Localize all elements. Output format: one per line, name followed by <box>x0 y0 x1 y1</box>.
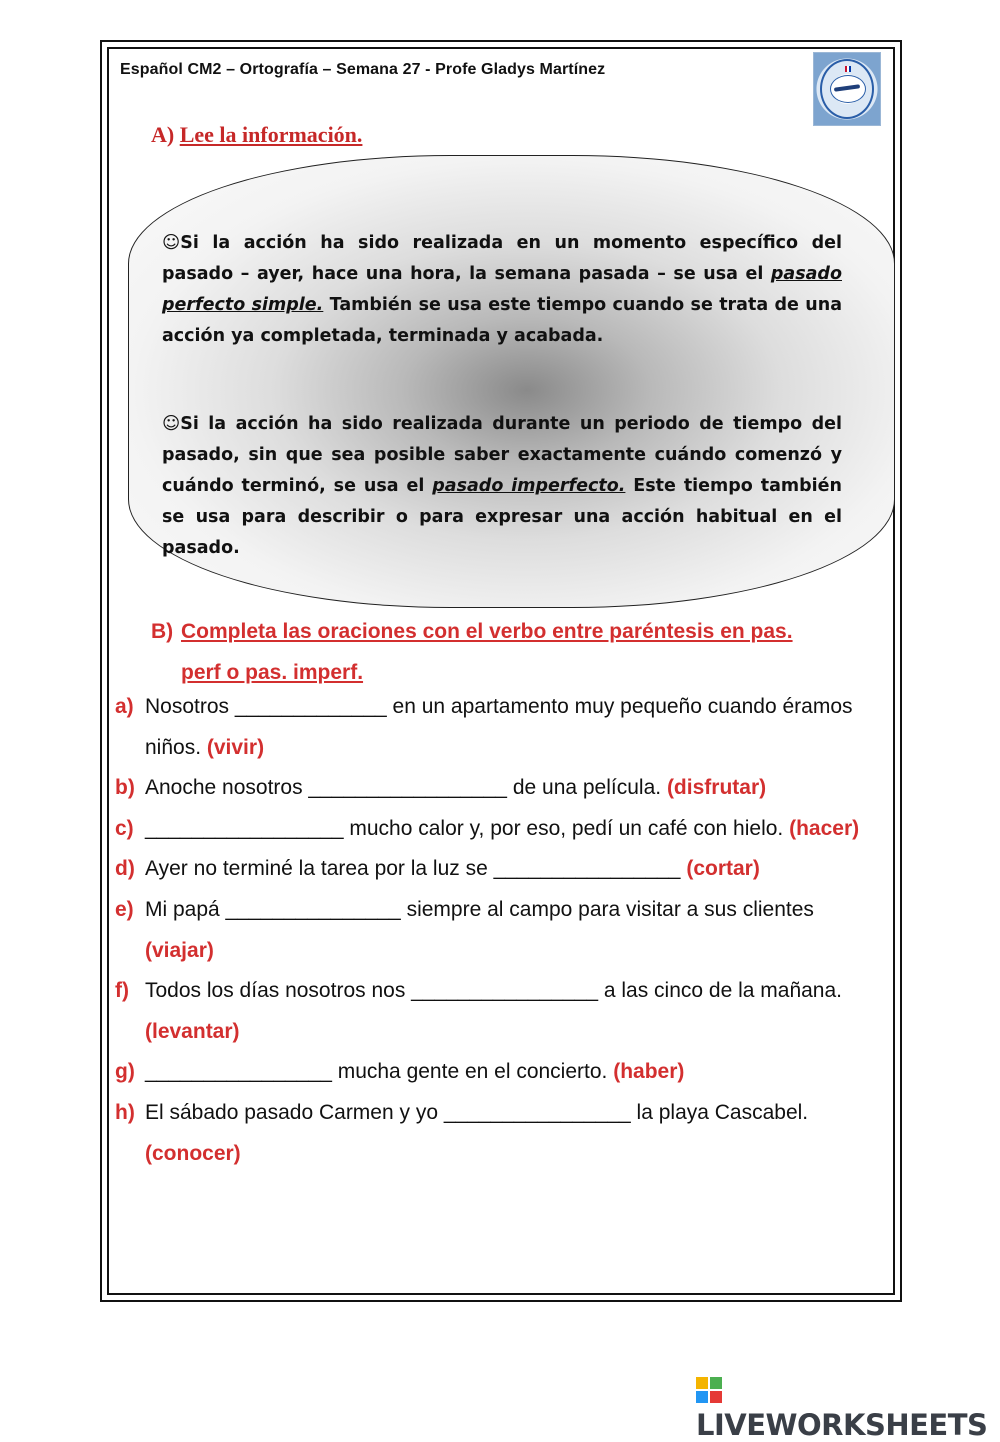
exercise-item-a[interactable] <box>115 687 875 768</box>
exercise-item-c[interactable] <box>115 809 875 850</box>
section-b-heading <box>151 611 881 693</box>
term-pasado-perfecto: pasado perfecto simple. <box>162 264 842 315</box>
exercise-verb: (cortar) <box>686 857 760 881</box>
exercise-item-d[interactable] <box>115 849 875 890</box>
exercise-letter: g) <box>115 1060 135 1084</box>
smiley-icon: ☺ <box>162 233 181 253</box>
exercise-verb: (viajar) <box>145 938 214 962</box>
section-b-label: B) <box>151 620 174 643</box>
exercise-sentence: Todos los días nosotros nos ________________ a las cinco de la mañana. <box>145 979 842 1003</box>
exercise-item-e[interactable] <box>115 890 875 971</box>
exercise-list <box>115 687 875 1174</box>
exercise-sentence: Mi papá _______________ siempre al campo para visitar a sus clientes <box>145 897 814 921</box>
liveworksheets-logo-icon <box>696 1377 722 1403</box>
exercise-sentence: El sábado pasado Carmen y yo ________________ la playa Cascabel. <box>145 1100 809 1124</box>
smiley-icon: ☺ <box>162 414 181 434</box>
brand-name: LIVEWORKSHEETS <box>696 1408 988 1442</box>
liveworksheets-brand[interactable] <box>696 1374 1000 1442</box>
exercise-item-f[interactable] <box>115 971 875 1052</box>
exercise-letter: f) <box>115 979 129 1003</box>
exercise-verb: (vivir) <box>206 735 265 759</box>
exercise-sentence: Nosotros _____________ en un apartamento muy pequeño cuando éramos niños. <box>145 695 853 759</box>
section-a-label: A) <box>151 122 175 147</box>
exercise-sentence: _________________ mucho calor y, por eso, pedí un café con hielo. <box>145 816 790 840</box>
exercise-verb: (haber) <box>613 1060 685 1084</box>
exercise-letter: b) <box>115 776 135 800</box>
exercise-letter: c) <box>115 816 134 840</box>
exercise-verb: (disfrutar) <box>666 776 767 800</box>
exercise-item-h[interactable] <box>115 1093 875 1174</box>
exercise-item-b[interactable] <box>115 768 875 809</box>
exercise-letter: e) <box>115 897 134 921</box>
exercise-item-g[interactable] <box>115 1052 875 1093</box>
exercise-letter: a) <box>115 695 134 718</box>
term-pasado-imperfecto: pasado imperfecto. <box>432 476 626 496</box>
section-a-heading <box>151 122 362 148</box>
exercise-verb: (levantar) <box>145 1019 240 1043</box>
exercise-verb: (hacer) <box>789 816 860 840</box>
exercise-letter: d) <box>115 857 135 881</box>
section-b-title-line2: perf o pas. imperf. <box>181 661 364 684</box>
exercise-sentence: ________________ mucha gente en el concierto. <box>145 1060 614 1084</box>
exercise-sentence: Anoche nosotros _________________ de una película. <box>145 776 667 800</box>
info-paragraph-perfecto: ☺Si la acción ha sido realizada en un momento específico del pasado – ayer, hace una hora, la semana pasada – se usa el pasado perfecto simple. También se usa este tiempo cuando se trata de una acción ya completada, terminada y acabada. <box>162 233 843 346</box>
exercise-verb: (conocer) <box>145 1141 241 1165</box>
exercise-letter: h) <box>115 1100 135 1124</box>
info-paragraph-imperfecto: ☺Si la acción ha sido realizada durante un periodo de tiempo del pasado, sin que sea posible saber exactamente cuándo comenzó y cuándo terminó, se usa el pasado imperfecto. Este tiempo también se usa para describir o para expresar una acción habitual en el pasado. <box>162 414 842 558</box>
section-a-title: Lee la información. <box>179 122 363 147</box>
school-crest-icon <box>813 52 881 126</box>
worksheet-header: Español CM2 – Ortografía – Semana 27 - Profe Gladys Martínez <box>120 61 606 78</box>
exercise-sentence: Ayer no terminé la tarea por la luz se ________________ <box>145 857 687 881</box>
section-b-title-line1: Completa las oraciones con el verbo entre paréntesis en pas. <box>181 620 793 643</box>
